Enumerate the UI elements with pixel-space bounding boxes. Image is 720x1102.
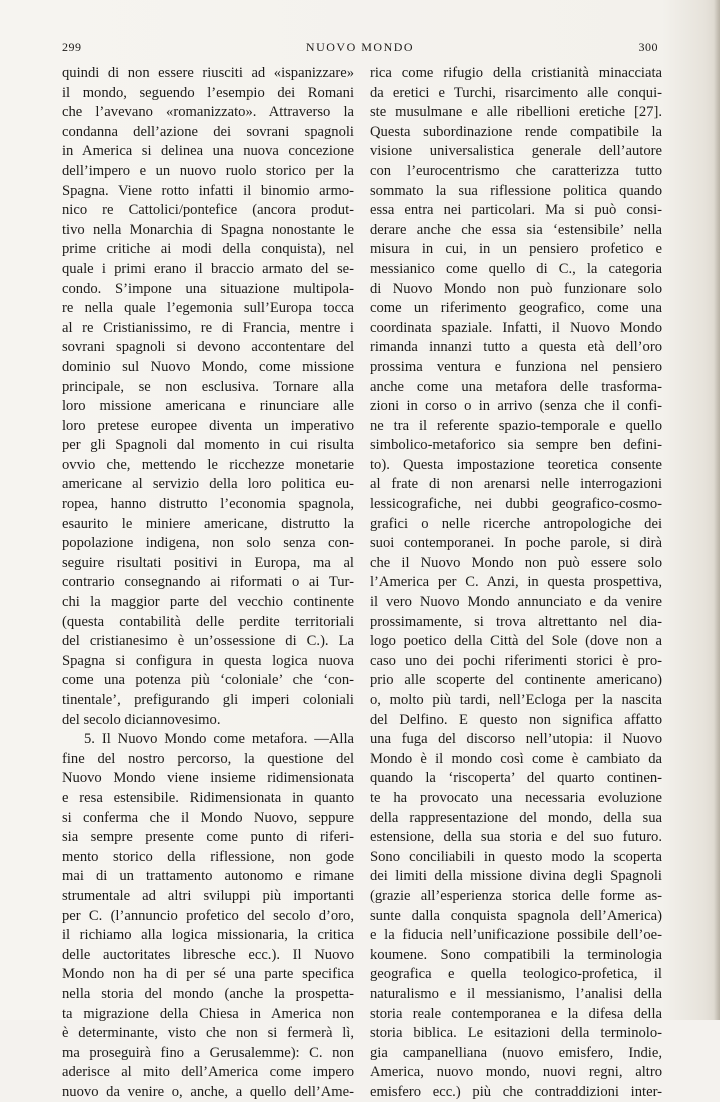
text-line: per gli Spagnoli dal momento in cui risulta [62,437,354,454]
text-line: lessicografiche, nei dubbi geografico-cosmo- [370,496,662,513]
text-line: tivo nella Monarchia di Spagna nonostante le [62,221,354,238]
text-line: Nuovo Mondo viene insieme ridimensionata [62,770,354,787]
text-line: anche come una metafora delle trasforma- [370,378,662,395]
text-line: visione universalistica generale dell’autore [370,143,662,160]
text-line: (questa contabilità delle perdite territoriali [62,613,354,630]
text-line: Spagna si configura in questa logica nuova [62,652,354,669]
text-line: ovvio che, mettendo le ricchezze monetarie [62,456,354,473]
text-line: della rappresentazione del mondo, della sua [370,809,662,826]
text-line: nuovo da venire o, anche, a quello dell’Ame- [62,1083,354,1100]
text-line: storia biblica. Le esitazioni della terminolo- [370,1025,662,1042]
text-line: caso uno dei pochi riferimenti storici è pro- [370,652,662,669]
text-line: geografica e quella teologico-profetica, il [370,966,662,983]
text-line: l’America per C. Anzi, in questa prospettiva, [370,574,662,591]
text-line: Mondo non ha di per sé una parte specifica [62,966,354,983]
text-line: quando la ‘riscoperta’ del quarto continen- [370,770,662,787]
text-line: per C. (l’annuncio profetico del secolo d’oro, [62,907,354,924]
text-line: come un riferimento geografico, come una [370,300,662,317]
text-line: logo poetico della Città del Sole (dove non a [370,633,662,650]
text-line: si conferma che il Mondo Nuovo, seppure [62,809,354,826]
text-line: mai di un trattamento autonomo e rimane [62,868,354,885]
text-line: con l’eurocentrismo che caratterizza tutto [370,162,662,179]
text-line: Spagna. Viene rotto infatti il binomio armo- [62,182,354,199]
text-line: il vero Nuovo Mondo annunciato e da venire [370,594,662,611]
text-line: come una potenza più ‘coloniale’ che ‘con- [62,672,354,689]
text-line: prossimamente, si trova altrettanto nel dia- [370,613,662,630]
text-line: ta migrazione della Chiesa in America non [62,1005,354,1022]
text-line: prossima ventura e funziona nel pensiero [370,358,662,375]
text-line: al re Cristianissimo, re di Francia, mentre i [62,319,354,336]
text-line: delle auctoritates libresche ecc.). Il Nuovo [62,946,354,963]
left-text-column [62,64,354,1102]
text-line: in America si delinea una nuova concezione [62,143,354,160]
text-line: rica come rifugio della cristianità minacciata [370,65,662,81]
text-line: quale i primi erano il braccio armato del se- [62,260,354,277]
text-line: misura in cui, in un pensiero profetico e [370,241,662,258]
text-line: il richiamo alla logica missionaria, la critica [62,927,354,944]
text-line: dominio sul Nuovo Mondo, come missione [62,358,354,375]
text-line: nella storia del mondo (anche la prospetta- [62,985,354,1002]
text-line: simbolico-metaforico sia sempre ben defini- [370,437,662,454]
text-line: condanna dell’azione dei sovrani spagnoli [62,123,354,140]
text-line: tinentale’, prefigurando gli imperi coloniali [62,692,354,708]
page-number-right: 300 [638,40,658,54]
text-line: del cristianesimo è un’ossessione di C.). La [62,633,354,650]
text-line: dell’impero e un nuovo ruolo storico per la [62,162,354,179]
text-line: contrario consegnando ai riformati o ai Tur- [62,574,354,591]
text-line: loro pretese europee diventa un imperativo [62,417,354,434]
text-line: che l’avevano «romanizzato». Attraverso la [62,104,354,121]
text-line: esaurito le miniere americane, distrutto la [62,515,354,532]
text-line: e resa estensibile. Ridimensionata in quanto [62,789,354,806]
text-line: America, nuovo mondo, nuovi regni, altro [370,1064,662,1081]
text-line: to). Questa impostazione teoretica consente [370,456,662,473]
text-line: il mondo, seguendo l’esempio dei Romani [62,84,354,101]
text-line: popolazione indigena, non solo senza con- [62,535,354,552]
text-line: prio alle scoperte del continente americano) [370,672,662,689]
text-line: loro missione americana e rinunciare alle [62,398,354,415]
text-line: essa entra nei particolari. Ma si può consi- [370,202,662,219]
text-line: messianico come quello di C., la categoria [370,260,662,277]
text-line: è determinante, visto che non si fermerà lì, [62,1025,354,1042]
text-line: ne tra il referente spazio-temporale e quello [370,417,662,434]
text-line: te ha provocato una necessaria evoluzione [370,789,662,806]
text-line: storia reale contemporanea e la difesa della [370,1005,662,1022]
text-line: mento storico della riflessione, non gode [62,848,354,865]
text-line: (grazie all’esperienza storica delle forme as- [370,887,662,904]
text-line: condo. S’impone una situazione multipola- [62,280,354,297]
text-line: o, molto più tardi, nell’Ecloga per la nascita [370,692,662,708]
text-line: grafici o nelle ricerche antropologiche dei [370,515,662,532]
text-line: rimanda innanzi tutto a questa età dell’oro [370,339,662,356]
text-line: da eretici e Turchi, risarcimento alle conqui- [370,84,662,101]
text-line: estensione, della sua storia e del suo futuro. [370,829,662,846]
text-line: sunte dalla conquista spagnola dell’America) [370,907,662,924]
page-edge-shadow [714,0,720,1020]
text-line: 5. Il Nuovo Mondo come metafora. —Alla [84,731,354,748]
text-line: al frate di non arenarsi nelle interrogazioni [370,476,662,493]
text-line: zioni in corso o in arrivo (senza che il confi- [370,398,662,415]
text-line: nico re Cattolici/pontefice (ancora produt- [62,202,354,219]
text-line: ste musulmane e alle ribellioni eretiche [27]. [370,104,662,121]
text-line: coordinata spaziale. Infatti, il Nuovo Mondo [370,319,662,336]
text-line: naturalismo e il messianismo, l’analisi della [370,985,662,1002]
text-line: strumentale ad altri sviluppi più importanti [62,887,354,904]
text-line: chi la maggior parte del vecchio continente [62,594,354,611]
text-line: che il Nuovo Mondo non può essere solo [370,554,662,571]
text-line: di Nuovo Mondo non può funzionare solo [370,280,662,297]
text-line: sovrani spagnoli si devono accontentare del [62,339,354,356]
running-head [62,40,658,58]
text-line: principale, se non esclusiva. Tornare alla [62,378,354,395]
text-line: sommato la sua riflessione politica quando [370,182,662,199]
page-number-left: 299 [62,40,82,54]
text-line: prime critiche ai modi della conquista), nel [62,241,354,258]
text-line: Sono conciliabili in questo modo la scoperta [370,848,662,865]
text-line: e la fiducia nell’unificazione possibile dell’oe- [370,927,662,944]
text-line: quindi di non essere riusciti ad «ispanizzare» [62,65,354,81]
text-line: fine del nostro percorso, la questione del [62,750,354,767]
text-line: ropea, hanno distrutto l’economia spagnola, [62,496,354,513]
text-line: gia campanelliana (nuovo emisfero, Indie, [370,1044,662,1061]
text-line: sia sempre presente come punto di riferi- [62,829,354,846]
text-line: Mondo è il mondo così come è cambiato da [370,750,662,767]
text-line: dei limiti della missione divina degli Spagnoli [370,868,662,885]
text-line: del secolo diciannovesimo. [62,711,221,728]
text-line: seguire risultati positivi in Europa, ma al [62,554,354,571]
text-line: re nella quale l’egemonia sull’Europa tocca [62,300,354,317]
running-title: NUOVO MONDO [305,40,415,54]
text-line: americane al servizio della loro politica eu- [62,476,354,493]
text-line: suoi contemporanei. In poche parole, si dirà [370,535,662,552]
text-line: del Delfino. E questo non significa affatto [370,711,662,728]
text-line: koumene. Sono compatibili la terminologia [370,946,662,963]
text-line: una fuga del discorso nell’utopia: il Nuovo [370,731,662,748]
right-text-column [370,64,662,1102]
text-line: ma proseguirà fino a Gerusalemme): C. non [62,1044,354,1061]
text-line: emisfero ecc.) più che contraddizioni inter- [370,1083,662,1100]
text-line: aderisce al mito dell’America come impero [62,1064,354,1081]
text-line: Questa subordinazione rende compatibile la [370,123,662,140]
text-line: derare anche che essa sia ‘estensibile’ nella [370,221,662,238]
